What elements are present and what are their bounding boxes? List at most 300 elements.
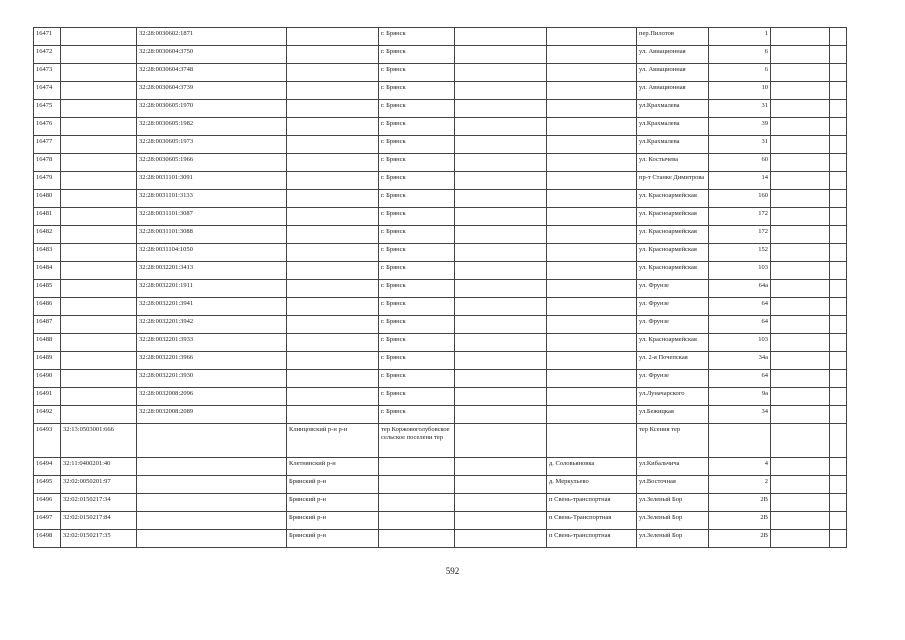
district-cell bbox=[287, 28, 379, 46]
settlement-cell bbox=[455, 28, 547, 46]
locality-cell bbox=[547, 226, 637, 244]
street-cell: ул.Луначарского bbox=[637, 388, 709, 406]
city-cell: г. Брянск bbox=[379, 352, 455, 370]
cadastral-number-b-cell: 32:28:0030604:3739 bbox=[137, 82, 287, 100]
empty-cell bbox=[830, 172, 847, 190]
city-cell: г. Брянск bbox=[379, 298, 455, 316]
city-cell bbox=[379, 476, 455, 494]
empty-cell bbox=[771, 208, 830, 226]
house-number-cell: 64 bbox=[709, 370, 771, 388]
district-cell bbox=[287, 190, 379, 208]
cadastral-number-b-cell: 32:28:0030602:1871 bbox=[137, 28, 287, 46]
cadastral-number-b-cell: 32:28:0031101:3133 bbox=[137, 190, 287, 208]
empty-cell bbox=[830, 46, 847, 64]
empty-cell bbox=[830, 28, 847, 46]
city-cell: г. Брянск bbox=[379, 280, 455, 298]
city-cell: г. Брянск bbox=[379, 244, 455, 262]
cadastral-number-b-cell: 32:28:0032201:3930 bbox=[137, 370, 287, 388]
table-body bbox=[34, 28, 847, 548]
cadastral-number-a-cell bbox=[61, 226, 137, 244]
locality-cell bbox=[547, 352, 637, 370]
cadastral-number-a-cell: 32:02:0150217:84 bbox=[61, 512, 137, 530]
cadastral-number-b-cell: 32:28:0032201:3933 bbox=[137, 334, 287, 352]
city-cell: г. Брянск bbox=[379, 172, 455, 190]
empty-cell bbox=[771, 530, 830, 548]
cadastral-number-b-cell: 32:28:0030605:1982 bbox=[137, 118, 287, 136]
settlement-cell bbox=[455, 424, 547, 458]
locality-cell bbox=[547, 424, 637, 458]
street-cell: пер.Пилотов bbox=[637, 28, 709, 46]
street-cell: ул.Крахмалева bbox=[637, 136, 709, 154]
empty-cell bbox=[830, 262, 847, 280]
locality-cell bbox=[547, 262, 637, 280]
cadastral-number-a-cell bbox=[61, 100, 137, 118]
table-row bbox=[34, 512, 847, 530]
empty-cell bbox=[830, 424, 847, 458]
table-row bbox=[34, 370, 847, 388]
house-number-cell: 2В bbox=[709, 530, 771, 548]
empty-cell bbox=[771, 512, 830, 530]
row-number-cell: 16487 bbox=[34, 316, 61, 334]
street-cell: ул.Зеленый Бор bbox=[637, 530, 709, 548]
city-cell: г. Брянск bbox=[379, 316, 455, 334]
cadastral-number-b-cell: 32:28:0032201:3966 bbox=[137, 352, 287, 370]
settlement-cell bbox=[455, 208, 547, 226]
cadastral-number-a-cell bbox=[61, 406, 137, 424]
cadastral-number-a-cell bbox=[61, 46, 137, 64]
table-row bbox=[34, 82, 847, 100]
settlement-cell bbox=[455, 334, 547, 352]
table-row bbox=[34, 208, 847, 226]
settlement-cell bbox=[455, 406, 547, 424]
cadastral-number-a-cell bbox=[61, 298, 137, 316]
page-number: 592 bbox=[445, 566, 460, 576]
cadastral-number-a-cell: 32:02:0150217:34 bbox=[61, 494, 137, 512]
cadastral-number-b-cell bbox=[137, 476, 287, 494]
cadastral-number-a-cell bbox=[61, 154, 137, 172]
district-cell bbox=[287, 280, 379, 298]
city-cell bbox=[379, 530, 455, 548]
cadastral-number-a-cell bbox=[61, 352, 137, 370]
street-cell: ул. Фрунзе bbox=[637, 298, 709, 316]
street-cell: ул.Кибальчича bbox=[637, 458, 709, 476]
district-cell bbox=[287, 118, 379, 136]
settlement-cell bbox=[455, 64, 547, 82]
house-number-cell bbox=[709, 424, 771, 458]
district-cell: Клинцовский р-н р-н bbox=[287, 424, 379, 458]
settlement-cell bbox=[455, 46, 547, 64]
empty-cell bbox=[771, 494, 830, 512]
city-cell: г. Брянск bbox=[379, 136, 455, 154]
table-row bbox=[34, 388, 847, 406]
settlement-cell bbox=[455, 458, 547, 476]
street-cell: пр-т Станке Димитрова bbox=[637, 172, 709, 190]
settlement-cell bbox=[455, 154, 547, 172]
house-number-cell: 4 bbox=[709, 458, 771, 476]
city-cell: г. Брянск bbox=[379, 226, 455, 244]
house-number-cell: 10 bbox=[709, 82, 771, 100]
settlement-cell bbox=[455, 316, 547, 334]
table-row bbox=[34, 154, 847, 172]
empty-cell bbox=[771, 82, 830, 100]
empty-cell bbox=[830, 226, 847, 244]
locality-cell bbox=[547, 334, 637, 352]
district-cell: Брянский р-н bbox=[287, 494, 379, 512]
house-number-cell: 103 bbox=[709, 334, 771, 352]
row-number-cell: 16489 bbox=[34, 352, 61, 370]
house-number-cell: 103 bbox=[709, 262, 771, 280]
district-cell bbox=[287, 64, 379, 82]
city-cell: г. Брянск bbox=[379, 370, 455, 388]
locality-cell bbox=[547, 118, 637, 136]
locality-cell bbox=[547, 64, 637, 82]
row-number-cell: 16482 bbox=[34, 226, 61, 244]
cadastral-number-a-cell bbox=[61, 280, 137, 298]
locality-cell: д. Соловьяновка bbox=[547, 458, 637, 476]
empty-cell bbox=[771, 370, 830, 388]
street-cell: ул.Крахмалева bbox=[637, 118, 709, 136]
table-row bbox=[34, 100, 847, 118]
empty-cell bbox=[771, 28, 830, 46]
table-row bbox=[34, 298, 847, 316]
street-cell: ул. Красноармейская bbox=[637, 190, 709, 208]
city-cell: г. Брянск bbox=[379, 100, 455, 118]
settlement-cell bbox=[455, 82, 547, 100]
locality-cell bbox=[547, 316, 637, 334]
empty-cell bbox=[771, 46, 830, 64]
row-number-cell: 16483 bbox=[34, 244, 61, 262]
locality-cell bbox=[547, 46, 637, 64]
settlement-cell bbox=[455, 262, 547, 280]
cadastral-number-a-cell bbox=[61, 316, 137, 334]
row-number-cell: 16480 bbox=[34, 190, 61, 208]
row-number-cell: 16493 bbox=[34, 424, 61, 458]
settlement-cell bbox=[455, 388, 547, 406]
district-cell bbox=[287, 172, 379, 190]
row-number-cell: 16475 bbox=[34, 100, 61, 118]
empty-cell bbox=[771, 476, 830, 494]
row-number-cell: 16478 bbox=[34, 154, 61, 172]
row-number-cell: 16491 bbox=[34, 388, 61, 406]
table-row bbox=[34, 458, 847, 476]
street-cell: тер Ксения тер bbox=[637, 424, 709, 458]
row-number-cell: 16492 bbox=[34, 406, 61, 424]
settlement-cell bbox=[455, 370, 547, 388]
cadastral-number-b-cell: 32:28:0030605:1973 bbox=[137, 136, 287, 154]
house-number-cell: 172 bbox=[709, 226, 771, 244]
city-cell: г. Брянск bbox=[379, 190, 455, 208]
district-cell bbox=[287, 298, 379, 316]
settlement-cell bbox=[455, 100, 547, 118]
cadastral-number-b-cell: 32:28:0031101:3088 bbox=[137, 226, 287, 244]
row-number-cell: 16485 bbox=[34, 280, 61, 298]
row-number-cell: 16490 bbox=[34, 370, 61, 388]
table-row bbox=[34, 244, 847, 262]
table-row bbox=[34, 476, 847, 494]
street-cell: ул.Крахмалева bbox=[637, 100, 709, 118]
table-row bbox=[34, 530, 847, 548]
empty-cell bbox=[830, 208, 847, 226]
district-cell bbox=[287, 334, 379, 352]
cadastral-number-a-cell bbox=[61, 190, 137, 208]
empty-cell bbox=[830, 530, 847, 548]
district-cell: Брянский р-н bbox=[287, 530, 379, 548]
row-number-cell: 16496 bbox=[34, 494, 61, 512]
empty-cell bbox=[771, 154, 830, 172]
empty-cell bbox=[771, 100, 830, 118]
empty-cell bbox=[771, 316, 830, 334]
city-cell: г. Брянск bbox=[379, 334, 455, 352]
empty-cell bbox=[830, 280, 847, 298]
property-registry-table bbox=[33, 27, 847, 548]
table-row bbox=[34, 262, 847, 280]
street-cell: ул.Бежицкая bbox=[637, 406, 709, 424]
district-cell bbox=[287, 406, 379, 424]
row-number-cell: 16497 bbox=[34, 512, 61, 530]
house-number-cell: 2В bbox=[709, 512, 771, 530]
district-cell bbox=[287, 370, 379, 388]
empty-cell bbox=[771, 262, 830, 280]
row-number-cell: 16479 bbox=[34, 172, 61, 190]
street-cell: ул. Красноармейская bbox=[637, 208, 709, 226]
house-number-cell: 14 bbox=[709, 172, 771, 190]
district-cell bbox=[287, 136, 379, 154]
cadastral-number-b-cell bbox=[137, 530, 287, 548]
cadastral-number-b-cell: 32:28:0032008:2096 bbox=[137, 388, 287, 406]
locality-cell bbox=[547, 136, 637, 154]
row-number-cell: 16488 bbox=[34, 334, 61, 352]
city-cell bbox=[379, 512, 455, 530]
cadastral-number-a-cell bbox=[61, 334, 137, 352]
city-cell: г. Брянск bbox=[379, 118, 455, 136]
empty-cell bbox=[830, 118, 847, 136]
locality-cell bbox=[547, 280, 637, 298]
row-number-cell: 16472 bbox=[34, 46, 61, 64]
empty-cell bbox=[830, 406, 847, 424]
house-number-cell: 39 bbox=[709, 118, 771, 136]
locality-cell bbox=[547, 208, 637, 226]
cadastral-number-b-cell: 32:28:0031101:3091 bbox=[137, 172, 287, 190]
empty-cell bbox=[771, 458, 830, 476]
locality-cell: п Свень-Транспортная bbox=[547, 512, 637, 530]
row-number-cell: 16481 bbox=[34, 208, 61, 226]
empty-cell bbox=[830, 352, 847, 370]
settlement-cell bbox=[455, 494, 547, 512]
settlement-cell bbox=[455, 226, 547, 244]
house-number-cell: 34а bbox=[709, 352, 771, 370]
cadastral-number-a-cell bbox=[61, 136, 137, 154]
street-cell: ул.Зеленый Бор bbox=[637, 494, 709, 512]
settlement-cell bbox=[455, 280, 547, 298]
empty-cell bbox=[771, 406, 830, 424]
street-cell: ул. Красноармейская bbox=[637, 262, 709, 280]
empty-cell bbox=[771, 64, 830, 82]
cadastral-number-a-cell bbox=[61, 82, 137, 100]
table-row bbox=[34, 280, 847, 298]
house-number-cell: 64 bbox=[709, 298, 771, 316]
cadastral-number-b-cell bbox=[137, 494, 287, 512]
locality-cell bbox=[547, 82, 637, 100]
table-row bbox=[34, 406, 847, 424]
settlement-cell bbox=[455, 244, 547, 262]
cadastral-number-a-cell bbox=[61, 118, 137, 136]
cadastral-number-b-cell bbox=[137, 424, 287, 458]
house-number-cell: 9а bbox=[709, 388, 771, 406]
row-number-cell: 16495 bbox=[34, 476, 61, 494]
row-number-cell: 16477 bbox=[34, 136, 61, 154]
cadastral-number-a-cell bbox=[61, 172, 137, 190]
table-row bbox=[34, 64, 847, 82]
city-cell bbox=[379, 494, 455, 512]
city-cell: г. Брянск bbox=[379, 406, 455, 424]
empty-cell bbox=[771, 244, 830, 262]
house-number-cell: 60 bbox=[709, 154, 771, 172]
house-number-cell: 6 bbox=[709, 46, 771, 64]
city-cell bbox=[379, 458, 455, 476]
settlement-cell bbox=[455, 530, 547, 548]
cadastral-number-a-cell bbox=[61, 208, 137, 226]
table-row bbox=[34, 172, 847, 190]
empty-cell bbox=[771, 190, 830, 208]
cadastral-number-a-cell: 32:02:0050201:97 bbox=[61, 476, 137, 494]
house-number-cell: 31 bbox=[709, 136, 771, 154]
street-cell: ул. Авиационная bbox=[637, 46, 709, 64]
empty-cell bbox=[830, 458, 847, 476]
settlement-cell bbox=[455, 190, 547, 208]
cadastral-number-a-cell bbox=[61, 64, 137, 82]
cadastral-number-b-cell: 32:28:0030604:3748 bbox=[137, 64, 287, 82]
street-cell: ул. Красноармейская bbox=[637, 226, 709, 244]
table-row bbox=[34, 226, 847, 244]
house-number-cell: 64 bbox=[709, 316, 771, 334]
locality-cell bbox=[547, 28, 637, 46]
empty-cell bbox=[771, 334, 830, 352]
cadastral-number-b-cell: 32:28:0030605:1966 bbox=[137, 154, 287, 172]
locality-cell bbox=[547, 154, 637, 172]
street-cell: ул. Авиационная bbox=[637, 82, 709, 100]
cadastral-number-a-cell bbox=[61, 28, 137, 46]
street-cell: ул. Фрунзе bbox=[637, 370, 709, 388]
cadastral-number-a-cell bbox=[61, 262, 137, 280]
district-cell bbox=[287, 226, 379, 244]
cadastral-number-a-cell bbox=[61, 388, 137, 406]
table-row bbox=[34, 316, 847, 334]
house-number-cell: 160 bbox=[709, 190, 771, 208]
city-cell: г. Брянск bbox=[379, 28, 455, 46]
empty-cell bbox=[830, 316, 847, 334]
cadastral-number-b-cell: 32:28:0032008:2089 bbox=[137, 406, 287, 424]
street-cell: ул.Зеленый Бор bbox=[637, 512, 709, 530]
district-cell bbox=[287, 388, 379, 406]
table-row bbox=[34, 494, 847, 512]
table-row bbox=[34, 118, 847, 136]
street-cell: ул. Костычева bbox=[637, 154, 709, 172]
row-number-cell: 16471 bbox=[34, 28, 61, 46]
district-cell: Брянский р-н bbox=[287, 476, 379, 494]
table-row bbox=[34, 424, 847, 458]
empty-cell bbox=[771, 136, 830, 154]
empty-cell bbox=[830, 370, 847, 388]
cadastral-number-a-cell: 32:11:0400201:40 bbox=[61, 458, 137, 476]
district-cell bbox=[287, 208, 379, 226]
settlement-cell bbox=[455, 118, 547, 136]
empty-cell bbox=[830, 494, 847, 512]
street-cell: ул. Красноармейская bbox=[637, 244, 709, 262]
table-row bbox=[34, 190, 847, 208]
district-cell bbox=[287, 352, 379, 370]
street-cell: ул. Фрунзе bbox=[637, 316, 709, 334]
row-number-cell: 16476 bbox=[34, 118, 61, 136]
cadastral-number-b-cell bbox=[137, 512, 287, 530]
empty-cell bbox=[830, 388, 847, 406]
table-row bbox=[34, 46, 847, 64]
city-cell: г. Брянск bbox=[379, 262, 455, 280]
settlement-cell bbox=[455, 352, 547, 370]
city-cell: г. Брянск bbox=[379, 64, 455, 82]
cadastral-number-b-cell: 32:28:0031104:1050 bbox=[137, 244, 287, 262]
house-number-cell: 2В bbox=[709, 494, 771, 512]
street-cell: ул. Фрунзе bbox=[637, 280, 709, 298]
locality-cell: п Свень-транспортная bbox=[547, 530, 637, 548]
house-number-cell: 64а bbox=[709, 280, 771, 298]
table-row bbox=[34, 28, 847, 46]
settlement-cell bbox=[455, 172, 547, 190]
district-cell: Клетнянский р-н bbox=[287, 458, 379, 476]
empty-cell bbox=[830, 136, 847, 154]
cadastral-number-b-cell: 32:28:0032201:1911 bbox=[137, 280, 287, 298]
cadastral-number-b-cell: 32:28:0030605:1970 bbox=[137, 100, 287, 118]
cadastral-number-b-cell: 32:28:0031101:3087 bbox=[137, 208, 287, 226]
empty-cell bbox=[830, 64, 847, 82]
cadastral-number-a-cell: 32:13:0503001:666 bbox=[61, 424, 137, 458]
locality-cell bbox=[547, 100, 637, 118]
locality-cell bbox=[547, 244, 637, 262]
street-cell: ул. 2-я Почепская bbox=[637, 352, 709, 370]
cadastral-number-b-cell: 32:28:0032201:3413 bbox=[137, 262, 287, 280]
empty-cell bbox=[830, 154, 847, 172]
house-number-cell: 1 bbox=[709, 28, 771, 46]
city-cell: г. Брянск bbox=[379, 82, 455, 100]
district-cell bbox=[287, 46, 379, 64]
empty-cell bbox=[830, 244, 847, 262]
district-cell bbox=[287, 244, 379, 262]
house-number-cell: 31 bbox=[709, 100, 771, 118]
empty-cell bbox=[771, 280, 830, 298]
district-cell bbox=[287, 154, 379, 172]
empty-cell bbox=[771, 226, 830, 244]
locality-cell: п Свень-транспортная bbox=[547, 494, 637, 512]
district-cell bbox=[287, 100, 379, 118]
empty-cell bbox=[830, 476, 847, 494]
district-cell bbox=[287, 262, 379, 280]
empty-cell bbox=[771, 352, 830, 370]
city-cell: г. Брянск bbox=[379, 154, 455, 172]
empty-cell bbox=[771, 172, 830, 190]
row-number-cell: 16474 bbox=[34, 82, 61, 100]
locality-cell bbox=[547, 298, 637, 316]
city-cell: г. Брянск bbox=[379, 46, 455, 64]
district-cell: Брянский р-н bbox=[287, 512, 379, 530]
row-number-cell: 16484 bbox=[34, 262, 61, 280]
locality-cell bbox=[547, 406, 637, 424]
row-number-cell: 16486 bbox=[34, 298, 61, 316]
cadastral-number-b-cell: 32:28:0032201:3942 bbox=[137, 316, 287, 334]
empty-cell bbox=[771, 118, 830, 136]
table-row bbox=[34, 334, 847, 352]
cadastral-number-b-cell bbox=[137, 458, 287, 476]
cadastral-number-b-cell: 32:28:0032201:3941 bbox=[137, 298, 287, 316]
row-number-cell: 16498 bbox=[34, 530, 61, 548]
